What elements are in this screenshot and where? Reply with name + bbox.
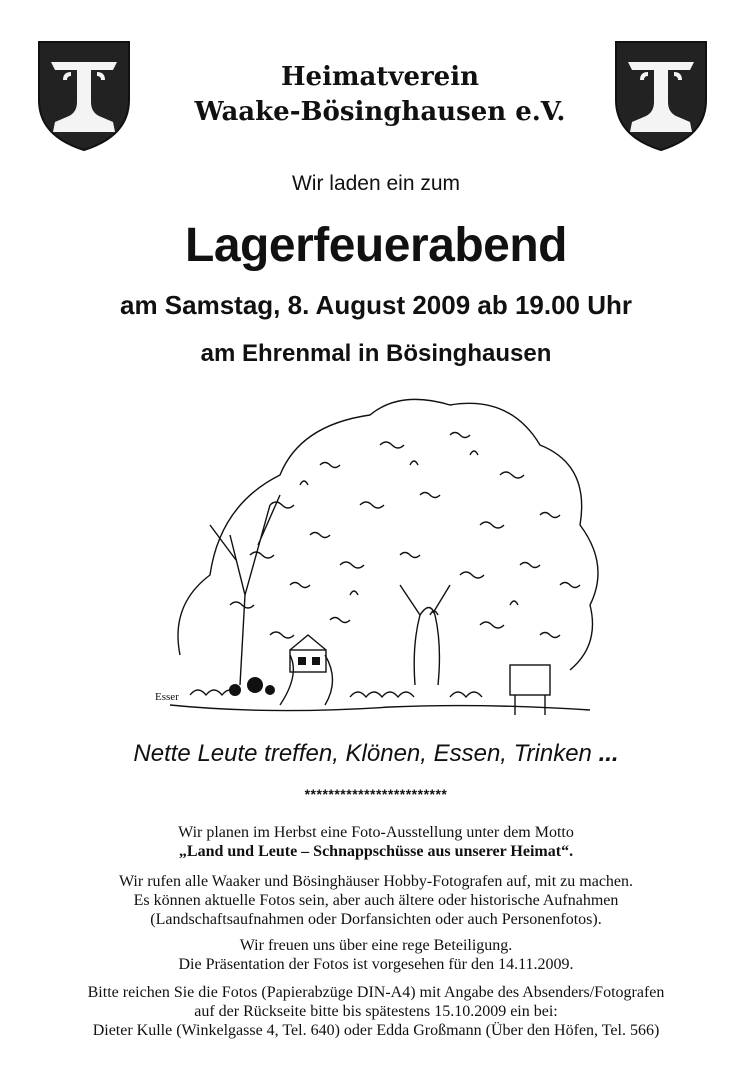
illustrator-signature: Esser: [155, 691, 179, 703]
event-title: Lagerfeuerabend: [185, 219, 567, 272]
coat-of-arms-left-icon: [37, 40, 131, 152]
p4-line-3: Dieter Kulle (Winkelgasse 4, Tel. 640) oder Edda Großmann (Über den Höfen, Tel. 566): [92, 1022, 660, 1039]
event-date: am Samstag, 8. August 2009 ab 19.00 Uhr: [119, 290, 633, 320]
presentation-paragraph: [0, 936, 752, 974]
tagline: [0, 740, 752, 768]
submission-paragraph: [0, 983, 752, 1040]
tagline-text: Nette Leute treffen, Klönen, Essen, Trinken: [133, 740, 592, 767]
p2-line-3: (Landschaftsaufnahmen oder Dorfansichten oder auch Personenfotos).: [150, 911, 602, 928]
p3-line-1: Wir freuen uns über eine rege Beteiligung.: [239, 937, 513, 954]
event-place: am Ehrenmal in Bösinghausen: [200, 340, 552, 367]
tagline-dots: ...: [598, 740, 619, 767]
p4-line-1: Bitte reichen Sie die Fotos (Papierabzüge DIN-A4) mit Angabe des Absenders/Fotografen: [87, 984, 665, 1001]
exhibition-motto: „Land und Leute – Schnappschüsse aus unserer Heimat“.: [178, 843, 574, 860]
invite-intro: Wir laden ein zum: [291, 172, 461, 195]
org-line-2: Waake-Bösinghausen e.V.: [194, 97, 566, 127]
p3-line-2: Die Präsentation der Fotos ist vorgesehen für den 14.11.2009.: [178, 956, 574, 973]
tree-illustration: [150, 385, 610, 730]
p1-line-1: Wir planen im Herbst eine Foto-Ausstellung unter dem Motto: [178, 824, 574, 841]
org-line-1: Heimatverein: [280, 62, 480, 92]
p2-line-1: Wir rufen alle Waaker und Bösinghäuser Hobby-Fotografen auf, mit zu machen.: [118, 873, 634, 890]
star-separator: ************************: [304, 786, 448, 802]
exhibition-paragraph: [0, 823, 752, 861]
organization-name: [140, 60, 620, 130]
p2-line-2: Es können aktuelle Fotos sein, aber auch ältere oder historische Aufnahmen: [133, 892, 619, 909]
call-for-photos-paragraph: [0, 872, 752, 929]
coat-of-arms-right-icon: [614, 40, 708, 152]
p4-line-2: auf der Rückseite bitte bis spätestens 15.10.2009 ein bei:: [194, 1003, 558, 1020]
